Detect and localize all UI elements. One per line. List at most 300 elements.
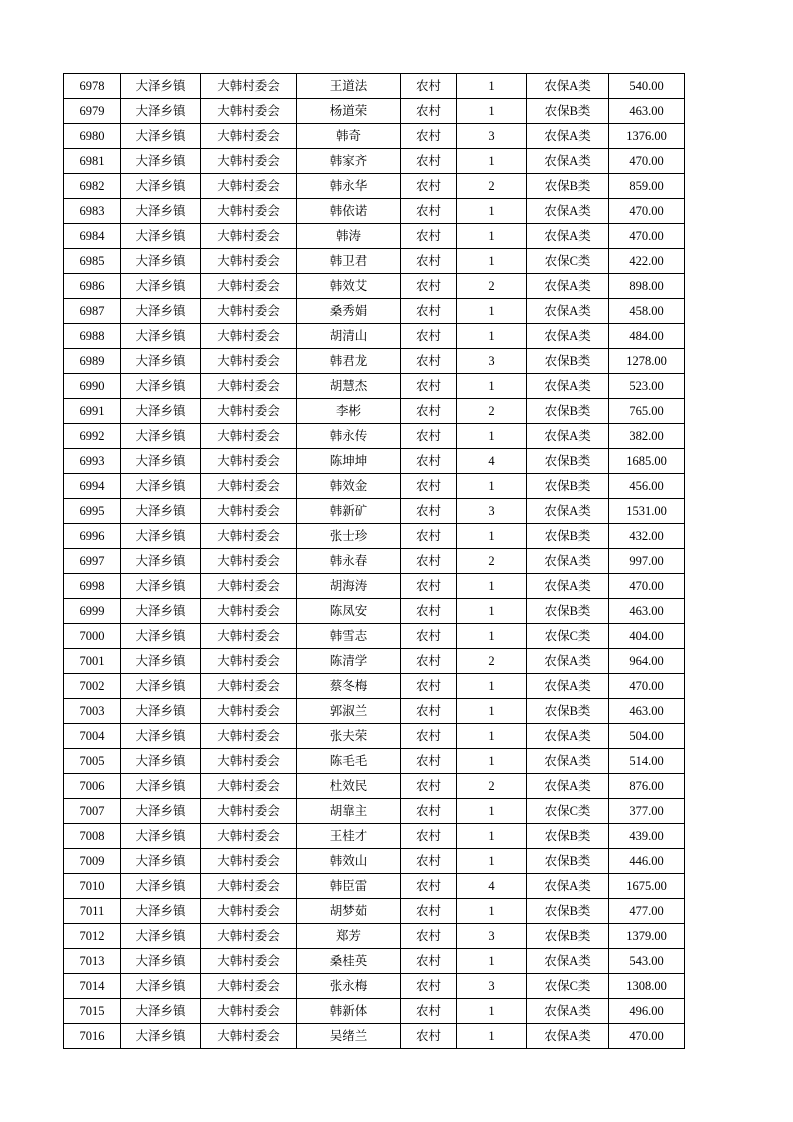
- cell-town: 大泽乡镇: [121, 424, 201, 449]
- cell-id: 7004: [64, 724, 121, 749]
- cell-residence-type: 农村: [401, 924, 457, 949]
- cell-committee: 大韩村委会: [201, 99, 297, 124]
- cell-person-name: 韩君龙: [297, 349, 401, 374]
- table-row: [64, 549, 685, 574]
- cell-id: 7013: [64, 949, 121, 974]
- cell-residence-type: 农村: [401, 724, 457, 749]
- table-row: [64, 174, 685, 199]
- cell-residence-type: 农村: [401, 949, 457, 974]
- cell-insurance-category: 农保A类: [527, 124, 609, 149]
- cell-town: 大泽乡镇: [121, 674, 201, 699]
- cell-id: 6995: [64, 499, 121, 524]
- cell-insurance-category: 农保A类: [527, 999, 609, 1024]
- cell-residence-type: 农村: [401, 1024, 457, 1049]
- cell-town: 大泽乡镇: [121, 524, 201, 549]
- cell-town: 大泽乡镇: [121, 1024, 201, 1049]
- cell-town: 大泽乡镇: [121, 199, 201, 224]
- cell-residence-type: 农村: [401, 374, 457, 399]
- table-row: [64, 774, 685, 799]
- table-row: [64, 999, 685, 1024]
- cell-id: 7012: [64, 924, 121, 949]
- cell-person-name: 韩雪志: [297, 624, 401, 649]
- table-row: [64, 849, 685, 874]
- cell-amount: 477.00: [609, 899, 685, 924]
- cell-town: 大泽乡镇: [121, 899, 201, 924]
- benefits-table: [63, 73, 685, 1049]
- cell-residence-type: 农村: [401, 824, 457, 849]
- cell-committee: 大韩村委会: [201, 699, 297, 724]
- cell-town: 大泽乡镇: [121, 774, 201, 799]
- cell-residence-type: 农村: [401, 74, 457, 99]
- cell-person-name: 桑桂英: [297, 949, 401, 974]
- cell-committee: 大韩村委会: [201, 874, 297, 899]
- cell-committee: 大韩村委会: [201, 149, 297, 174]
- table-row: [64, 149, 685, 174]
- cell-amount: 470.00: [609, 574, 685, 599]
- cell-committee: 大韩村委会: [201, 649, 297, 674]
- cell-insurance-category: 农保B类: [527, 824, 609, 849]
- cell-id: 7009: [64, 849, 121, 874]
- cell-residence-type: 农村: [401, 474, 457, 499]
- cell-person-count: 1: [457, 424, 527, 449]
- cell-insurance-category: 农保B类: [527, 524, 609, 549]
- cell-insurance-category: 农保A类: [527, 299, 609, 324]
- table-row: [64, 99, 685, 124]
- cell-insurance-category: 农保A类: [527, 149, 609, 174]
- cell-amount: 765.00: [609, 399, 685, 424]
- cell-id: 6984: [64, 224, 121, 249]
- cell-amount: 470.00: [609, 674, 685, 699]
- cell-insurance-category: 农保C类: [527, 624, 609, 649]
- cell-insurance-category: 农保A类: [527, 724, 609, 749]
- cell-person-name: 张永梅: [297, 974, 401, 999]
- cell-person-name: 韩奇: [297, 124, 401, 149]
- cell-town: 大泽乡镇: [121, 449, 201, 474]
- cell-committee: 大韩村委会: [201, 424, 297, 449]
- cell-insurance-category: 农保B类: [527, 174, 609, 199]
- cell-id: 7016: [64, 1024, 121, 1049]
- cell-person-count: 3: [457, 924, 527, 949]
- cell-residence-type: 农村: [401, 224, 457, 249]
- cell-residence-type: 农村: [401, 874, 457, 899]
- cell-person-name: 张夫荣: [297, 724, 401, 749]
- cell-residence-type: 农村: [401, 199, 457, 224]
- cell-person-count: 1: [457, 74, 527, 99]
- cell-person-count: 1: [457, 299, 527, 324]
- table-row: [64, 474, 685, 499]
- cell-person-name: 胡海涛: [297, 574, 401, 599]
- cell-committee: 大韩村委会: [201, 249, 297, 274]
- cell-residence-type: 农村: [401, 849, 457, 874]
- cell-residence-type: 农村: [401, 424, 457, 449]
- cell-id: 6999: [64, 599, 121, 624]
- cell-insurance-category: 农保B类: [527, 924, 609, 949]
- cell-person-name: 陈坤坤: [297, 449, 401, 474]
- cell-town: 大泽乡镇: [121, 624, 201, 649]
- cell-person-count: 4: [457, 874, 527, 899]
- cell-town: 大泽乡镇: [121, 874, 201, 899]
- cell-committee: 大韩村委会: [201, 74, 297, 99]
- cell-residence-type: 农村: [401, 649, 457, 674]
- cell-residence-type: 农村: [401, 749, 457, 774]
- cell-person-count: 1: [457, 999, 527, 1024]
- cell-committee: 大韩村委会: [201, 899, 297, 924]
- cell-amount: 1308.00: [609, 974, 685, 999]
- cell-person-name: 韩涛: [297, 224, 401, 249]
- cell-id: 7001: [64, 649, 121, 674]
- cell-insurance-category: 农保C类: [527, 974, 609, 999]
- cell-person-name: 胡靠主: [297, 799, 401, 824]
- cell-amount: 504.00: [609, 724, 685, 749]
- cell-insurance-category: 农保A类: [527, 549, 609, 574]
- cell-residence-type: 农村: [401, 299, 457, 324]
- cell-committee: 大韩村委会: [201, 549, 297, 574]
- cell-residence-type: 农村: [401, 124, 457, 149]
- cell-town: 大泽乡镇: [121, 724, 201, 749]
- cell-person-name: 王桂才: [297, 824, 401, 849]
- cell-person-count: 1: [457, 249, 527, 274]
- cell-committee: 大韩村委会: [201, 1024, 297, 1049]
- cell-id: 7015: [64, 999, 121, 1024]
- cell-amount: 997.00: [609, 549, 685, 574]
- cell-insurance-category: 农保A类: [527, 224, 609, 249]
- cell-town: 大泽乡镇: [121, 299, 201, 324]
- cell-amount: 964.00: [609, 649, 685, 674]
- cell-committee: 大韩村委会: [201, 449, 297, 474]
- cell-insurance-category: 农保A类: [527, 324, 609, 349]
- cell-insurance-category: 农保A类: [527, 274, 609, 299]
- cell-amount: 382.00: [609, 424, 685, 449]
- cell-id: 6996: [64, 524, 121, 549]
- cell-town: 大泽乡镇: [121, 824, 201, 849]
- cell-insurance-category: 农保A类: [527, 774, 609, 799]
- cell-amount: 470.00: [609, 1024, 685, 1049]
- cell-person-name: 李彬: [297, 399, 401, 424]
- cell-person-name: 韩效艾: [297, 274, 401, 299]
- cell-town: 大泽乡镇: [121, 149, 201, 174]
- cell-id: 7011: [64, 899, 121, 924]
- cell-committee: 大韩村委会: [201, 374, 297, 399]
- cell-person-name: 韩永传: [297, 424, 401, 449]
- cell-person-count: 1: [457, 324, 527, 349]
- cell-person-name: 韩效山: [297, 849, 401, 874]
- cell-town: 大泽乡镇: [121, 799, 201, 824]
- cell-id: 6992: [64, 424, 121, 449]
- table-row: [64, 249, 685, 274]
- cell-committee: 大韩村委会: [201, 324, 297, 349]
- cell-residence-type: 农村: [401, 349, 457, 374]
- cell-insurance-category: 农保A类: [527, 374, 609, 399]
- cell-insurance-category: 农保A类: [527, 874, 609, 899]
- cell-person-count: 1: [457, 949, 527, 974]
- cell-id: 7010: [64, 874, 121, 899]
- cell-amount: 898.00: [609, 274, 685, 299]
- cell-insurance-category: 农保C类: [527, 249, 609, 274]
- cell-id: 7000: [64, 624, 121, 649]
- cell-committee: 大韩村委会: [201, 924, 297, 949]
- cell-committee: 大韩村委会: [201, 524, 297, 549]
- cell-person-name: 韩永春: [297, 549, 401, 574]
- cell-insurance-category: 农保A类: [527, 74, 609, 99]
- cell-town: 大泽乡镇: [121, 274, 201, 299]
- cell-person-name: 郑芳: [297, 924, 401, 949]
- cell-amount: 470.00: [609, 199, 685, 224]
- cell-id: 6983: [64, 199, 121, 224]
- cell-amount: 1531.00: [609, 499, 685, 524]
- table-row: [64, 524, 685, 549]
- cell-amount: 523.00: [609, 374, 685, 399]
- cell-id: 6982: [64, 174, 121, 199]
- cell-residence-type: 农村: [401, 174, 457, 199]
- table-row: [64, 874, 685, 899]
- cell-committee: 大韩村委会: [201, 174, 297, 199]
- cell-person-name: 韩新体: [297, 999, 401, 1024]
- cell-committee: 大韩村委会: [201, 499, 297, 524]
- cell-person-count: 1: [457, 749, 527, 774]
- cell-person-count: 4: [457, 449, 527, 474]
- cell-committee: 大韩村委会: [201, 224, 297, 249]
- cell-person-name: 胡梦茹: [297, 899, 401, 924]
- cell-amount: 496.00: [609, 999, 685, 1024]
- cell-insurance-category: 农保B类: [527, 849, 609, 874]
- cell-id: 6991: [64, 399, 121, 424]
- cell-town: 大泽乡镇: [121, 649, 201, 674]
- cell-insurance-category: 农保A类: [527, 199, 609, 224]
- cell-committee: 大韩村委会: [201, 849, 297, 874]
- cell-id: 6978: [64, 74, 121, 99]
- cell-person-name: 吴绪兰: [297, 1024, 401, 1049]
- cell-town: 大泽乡镇: [121, 749, 201, 774]
- cell-town: 大泽乡镇: [121, 74, 201, 99]
- cell-amount: 1379.00: [609, 924, 685, 949]
- cell-residence-type: 农村: [401, 999, 457, 1024]
- cell-committee: 大韩村委会: [201, 274, 297, 299]
- cell-id: 6994: [64, 474, 121, 499]
- cell-town: 大泽乡镇: [121, 174, 201, 199]
- cell-person-name: 韩效金: [297, 474, 401, 499]
- cell-id: 7006: [64, 774, 121, 799]
- cell-committee: 大韩村委会: [201, 599, 297, 624]
- cell-person-name: 陈毛毛: [297, 749, 401, 774]
- cell-town: 大泽乡镇: [121, 99, 201, 124]
- cell-id: 6993: [64, 449, 121, 474]
- cell-committee: 大韩村委会: [201, 949, 297, 974]
- table-row: [64, 899, 685, 924]
- cell-person-count: 1: [457, 849, 527, 874]
- cell-residence-type: 农村: [401, 799, 457, 824]
- cell-person-count: 1: [457, 899, 527, 924]
- cell-amount: 470.00: [609, 149, 685, 174]
- cell-amount: 1278.00: [609, 349, 685, 374]
- cell-residence-type: 农村: [401, 99, 457, 124]
- table-row: [64, 299, 685, 324]
- cell-id: 7007: [64, 799, 121, 824]
- cell-person-count: 1: [457, 374, 527, 399]
- cell-person-count: 1: [457, 99, 527, 124]
- cell-town: 大泽乡镇: [121, 999, 201, 1024]
- table-row: [64, 974, 685, 999]
- cell-id: 7014: [64, 974, 121, 999]
- cell-residence-type: 农村: [401, 774, 457, 799]
- cell-amount: 543.00: [609, 949, 685, 974]
- cell-amount: 456.00: [609, 474, 685, 499]
- cell-committee: 大韩村委会: [201, 724, 297, 749]
- cell-person-name: 张士珍: [297, 524, 401, 549]
- cell-person-count: 2: [457, 549, 527, 574]
- cell-town: 大泽乡镇: [121, 124, 201, 149]
- cell-insurance-category: 农保A类: [527, 949, 609, 974]
- cell-person-name: 韩卫君: [297, 249, 401, 274]
- cell-person-count: 2: [457, 649, 527, 674]
- cell-insurance-category: 农保B类: [527, 349, 609, 374]
- cell-residence-type: 农村: [401, 324, 457, 349]
- cell-insurance-category: 农保A类: [527, 749, 609, 774]
- table-row: [64, 124, 685, 149]
- table-row: [64, 649, 685, 674]
- cell-person-count: 2: [457, 174, 527, 199]
- cell-town: 大泽乡镇: [121, 949, 201, 974]
- cell-amount: 876.00: [609, 774, 685, 799]
- cell-insurance-category: 农保B类: [527, 449, 609, 474]
- cell-person-count: 1: [457, 674, 527, 699]
- cell-insurance-category: 农保B类: [527, 399, 609, 424]
- cell-person-count: 1: [457, 224, 527, 249]
- cell-committee: 大韩村委会: [201, 474, 297, 499]
- cell-id: 6988: [64, 324, 121, 349]
- cell-person-name: 杨道荣: [297, 99, 401, 124]
- cell-committee: 大韩村委会: [201, 674, 297, 699]
- cell-person-name: 陈清学: [297, 649, 401, 674]
- cell-amount: 859.00: [609, 174, 685, 199]
- cell-residence-type: 农村: [401, 899, 457, 924]
- cell-person-name: 韩依诺: [297, 199, 401, 224]
- cell-town: 大泽乡镇: [121, 699, 201, 724]
- cell-person-count: 3: [457, 974, 527, 999]
- table-row: [64, 349, 685, 374]
- cell-amount: 1675.00: [609, 874, 685, 899]
- cell-amount: 422.00: [609, 249, 685, 274]
- cell-insurance-category: 农保C类: [527, 799, 609, 824]
- cell-amount: 470.00: [609, 224, 685, 249]
- cell-id: 6981: [64, 149, 121, 174]
- cell-residence-type: 农村: [401, 249, 457, 274]
- cell-person-count: 3: [457, 349, 527, 374]
- cell-amount: 484.00: [609, 324, 685, 349]
- cell-amount: 439.00: [609, 824, 685, 849]
- cell-id: 7005: [64, 749, 121, 774]
- cell-residence-type: 农村: [401, 399, 457, 424]
- cell-id: 6980: [64, 124, 121, 149]
- cell-id: 7002: [64, 674, 121, 699]
- cell-person-name: 韩家齐: [297, 149, 401, 174]
- cell-committee: 大韩村委会: [201, 974, 297, 999]
- cell-id: 6990: [64, 374, 121, 399]
- cell-residence-type: 农村: [401, 674, 457, 699]
- cell-person-count: 3: [457, 124, 527, 149]
- cell-insurance-category: 农保A类: [527, 649, 609, 674]
- cell-amount: 1376.00: [609, 124, 685, 149]
- cell-id: 6989: [64, 349, 121, 374]
- cell-town: 大泽乡镇: [121, 924, 201, 949]
- cell-committee: 大韩村委会: [201, 624, 297, 649]
- cell-id: 6997: [64, 549, 121, 574]
- cell-person-name: 蔡冬梅: [297, 674, 401, 699]
- cell-insurance-category: 农保A类: [527, 499, 609, 524]
- table-row: [64, 274, 685, 299]
- cell-town: 大泽乡镇: [121, 349, 201, 374]
- cell-person-count: 2: [457, 774, 527, 799]
- cell-committee: 大韩村委会: [201, 824, 297, 849]
- table-row: [64, 74, 685, 99]
- cell-person-name: 韩永华: [297, 174, 401, 199]
- cell-town: 大泽乡镇: [121, 324, 201, 349]
- table-row: [64, 724, 685, 749]
- cell-amount: 463.00: [609, 699, 685, 724]
- table-row: [64, 499, 685, 524]
- cell-id: 6987: [64, 299, 121, 324]
- cell-committee: 大韩村委会: [201, 774, 297, 799]
- cell-person-name: 韩臣雷: [297, 874, 401, 899]
- cell-insurance-category: 农保B类: [527, 899, 609, 924]
- cell-person-name: 桑秀娟: [297, 299, 401, 324]
- cell-residence-type: 农村: [401, 499, 457, 524]
- cell-person-count: 1: [457, 474, 527, 499]
- cell-residence-type: 农村: [401, 974, 457, 999]
- cell-insurance-category: 农保A类: [527, 424, 609, 449]
- cell-person-count: 1: [457, 799, 527, 824]
- table-row: [64, 424, 685, 449]
- cell-residence-type: 农村: [401, 149, 457, 174]
- table-row: [64, 699, 685, 724]
- cell-residence-type: 农村: [401, 549, 457, 574]
- table-row: [64, 799, 685, 824]
- cell-committee: 大韩村委会: [201, 399, 297, 424]
- cell-amount: 377.00: [609, 799, 685, 824]
- cell-person-name: 陈凤安: [297, 599, 401, 624]
- cell-person-name: 胡清山: [297, 324, 401, 349]
- cell-insurance-category: 农保A类: [527, 1024, 609, 1049]
- cell-person-name: 杜效民: [297, 774, 401, 799]
- table-row: [64, 399, 685, 424]
- cell-person-count: 3: [457, 499, 527, 524]
- cell-insurance-category: 农保B类: [527, 699, 609, 724]
- cell-person-count: 1: [457, 724, 527, 749]
- cell-id: 6985: [64, 249, 121, 274]
- table-row: [64, 574, 685, 599]
- cell-committee: 大韩村委会: [201, 199, 297, 224]
- cell-person-count: 1: [457, 699, 527, 724]
- cell-id: 6998: [64, 574, 121, 599]
- cell-town: 大泽乡镇: [121, 849, 201, 874]
- cell-residence-type: 农村: [401, 599, 457, 624]
- table-row: [64, 374, 685, 399]
- cell-residence-type: 农村: [401, 699, 457, 724]
- cell-amount: 432.00: [609, 524, 685, 549]
- table-row: [64, 624, 685, 649]
- cell-town: 大泽乡镇: [121, 574, 201, 599]
- cell-person-count: 1: [457, 1024, 527, 1049]
- cell-amount: 446.00: [609, 849, 685, 874]
- cell-town: 大泽乡镇: [121, 599, 201, 624]
- cell-insurance-category: 农保B类: [527, 474, 609, 499]
- cell-committee: 大韩村委会: [201, 999, 297, 1024]
- table-body: [64, 74, 685, 1049]
- cell-person-name: 郭淑兰: [297, 699, 401, 724]
- table-row: [64, 449, 685, 474]
- cell-person-count: 1: [457, 524, 527, 549]
- cell-residence-type: 农村: [401, 624, 457, 649]
- cell-town: 大泽乡镇: [121, 974, 201, 999]
